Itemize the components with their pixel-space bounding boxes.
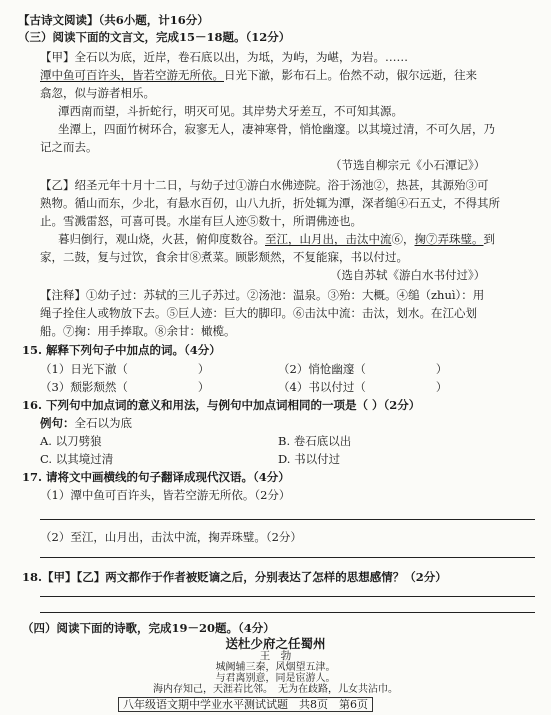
poem-title: 送杜少府之任蜀州 — [225, 636, 326, 651]
section-heading: 【古诗文阅读】（共6小题，计16分） — [18, 13, 209, 27]
passage-a-line-4: 潭西南而望，斗折蛇行，明灭可见。其岸势犬牙差互，不可知其源。 — [58, 104, 403, 118]
q16-option-a[interactable]: A. 以刀劈狼 — [40, 434, 102, 448]
part4-heading: （四）阅读下面的诗歌，完成19－20题。（4分） — [22, 621, 275, 635]
q15-item-4 — [278, 381, 447, 394]
q16-option-b[interactable]: B. 卷石底以出 — [278, 434, 352, 448]
q16-example-text: 全石以为底 — [74, 416, 132, 430]
q15-answer-4[interactable] — [366, 381, 436, 391]
passage-a-line-1: 【甲】全石以为底，近岸，卷石底以出，为坻，为屿，为嵁，为岩。…… — [40, 50, 408, 64]
poem-line-3-4 — [0, 685, 551, 695]
q16-example — [40, 418, 132, 430]
q15-answer-1[interactable] — [128, 363, 198, 373]
poem-author: 王 勃 — [259, 650, 292, 662]
notes-line-1: 【注释】①幼子过：苏轼的三儿子苏过。②汤池：温泉。③殆：大概。④缒（zhuì）：用 — [40, 288, 485, 302]
page-footer: 八年级语文期中学业水平测试试题 共8页 第6页 — [118, 697, 373, 712]
q18-answer-line-1[interactable] — [40, 596, 535, 597]
passage-b-line-3: 止。雪溅雷怒，可喜可畏。水崖有巨人迹⑤数十，所谓佛迹也。 — [40, 214, 362, 228]
part3-heading: （三）阅读下面的文言文，完成15－18题。（12分） — [18, 30, 291, 44]
notes-line-2: 绳子拴住人或物放下去。⑤巨人迹：巨大的脚印。⑥击汰中流：击汰，划水。在江心划 — [40, 306, 477, 320]
passage-a-line-5: 坐潭上，四面竹树环合，寂寥无人，凄神寒骨，悄怆幽邃。以其境过清，不可久居，乃 — [58, 122, 495, 136]
q15-answer-3[interactable] — [128, 381, 198, 391]
q17-title: 17. 请将文中画横线的句子翻译成现代汉语。（4分） — [22, 470, 290, 484]
passage-b-line-4 — [58, 234, 495, 246]
q17-answer-line-2[interactable] — [40, 557, 535, 558]
q17-sentence-2: （2）至江，山月出，击汰中流，掬弄珠璧。（2分） — [40, 530, 302, 544]
q16-option-c[interactable]: C. 以其境过清 — [40, 452, 114, 466]
q18-answer-line-2[interactable] — [40, 612, 535, 613]
passage-a-line-2 — [40, 70, 477, 82]
q15-item-4-text: （4）书以付过（ — [278, 380, 366, 394]
poem-line-2: 与君离别意，同是宦游人。 — [215, 673, 336, 684]
passage-b-line-1: 【乙】绍圣元年十月十二日，与幼子过①游白水佛迹院。浴于汤池②，热甚，其源殆③可 — [40, 178, 489, 192]
q15-item-2 — [278, 363, 447, 376]
q17-sentence-1: （1）潭中鱼可百许头，皆若空游无所依。（2分） — [40, 488, 291, 502]
passage-a-line-6: 记之而去。 — [40, 140, 98, 154]
q15-close-2: ） — [435, 362, 448, 376]
q15-item-3 — [40, 381, 209, 394]
q15-item-1-text: （1）日光下澈（ — [40, 362, 128, 376]
passage-b-line-5: 家，二鼓，复与过饮，食余甘⑧煮菜。顾影颓然，不复能寐，书以付过。 — [40, 250, 408, 264]
q15-close-3: ） — [197, 380, 210, 394]
passage-b-line-4-c: 到 — [483, 232, 495, 246]
q17-answer-line-1[interactable] — [40, 519, 535, 520]
underlined-sentence-2a: 至江，山月出，击汰中流 — [265, 232, 392, 246]
q16-example-label: 例句： — [40, 416, 75, 430]
q15-item-2-text: （2）悄怆幽邃（ — [278, 362, 366, 376]
passage-b-line-4-b: ⑥， — [391, 232, 415, 246]
passage-b-source: （选自苏轼《游白水书付过》） — [330, 268, 486, 282]
q15-item-3-text: （3）颓影颓然（ — [40, 380, 128, 394]
q16-option-d[interactable]: D. 书以付过 — [278, 452, 341, 466]
underlined-sentence-1: 潭中鱼可百许头，皆若空游无所依。 — [40, 68, 224, 82]
q15-close-1: ） — [197, 362, 210, 376]
passage-b-line-2: 熟物。循山而东，少北，有悬水百仞，山八九折，折处辄为潭，深者缒④石五丈，不得其所 — [40, 196, 500, 210]
underlined-sentence-2b: 掬⑦弄珠璧。 — [414, 232, 484, 246]
passage-b-line-4-a: 暮归倒行，观山烧，火甚，俯仰度数谷。 — [58, 232, 265, 246]
passage-a-line-2-rest: 日光下澈，影布石上。佁然不动，俶尔远逝，往来 — [224, 68, 477, 82]
poem-line-3: 海内存知己，天涯若比邻。 — [153, 684, 268, 695]
q15-title: 15. 解释下列句子中加点的词。（4分） — [22, 343, 221, 357]
poem-line-4: 无为在歧路，儿女共沾巾。 — [278, 684, 398, 695]
q16-title: 16. 下列句中加点词的意义和用法，与例句中加点词相同的一项是（ ）（2分） — [22, 398, 421, 412]
q15-item-1 — [40, 363, 209, 376]
passage-a-line-3: 翕忽，似与游者相乐。 — [40, 86, 155, 100]
q15-close-4: ） — [435, 380, 448, 394]
poem-line-1: 城阙辅三秦，风烟望五津。 — [215, 662, 336, 673]
passage-a-source: （节选自柳宗元《小石潭记》） — [330, 158, 486, 172]
q18-title: 18.【甲】【乙】两文都作于作者被贬谪之后，分别表达了怎样的思想感情？（2分） — [22, 570, 447, 584]
q15-answer-2[interactable] — [366, 363, 436, 373]
notes-line-3: 船。⑦掬：用手捧取。⑧余甘：橄榄。 — [40, 324, 236, 338]
